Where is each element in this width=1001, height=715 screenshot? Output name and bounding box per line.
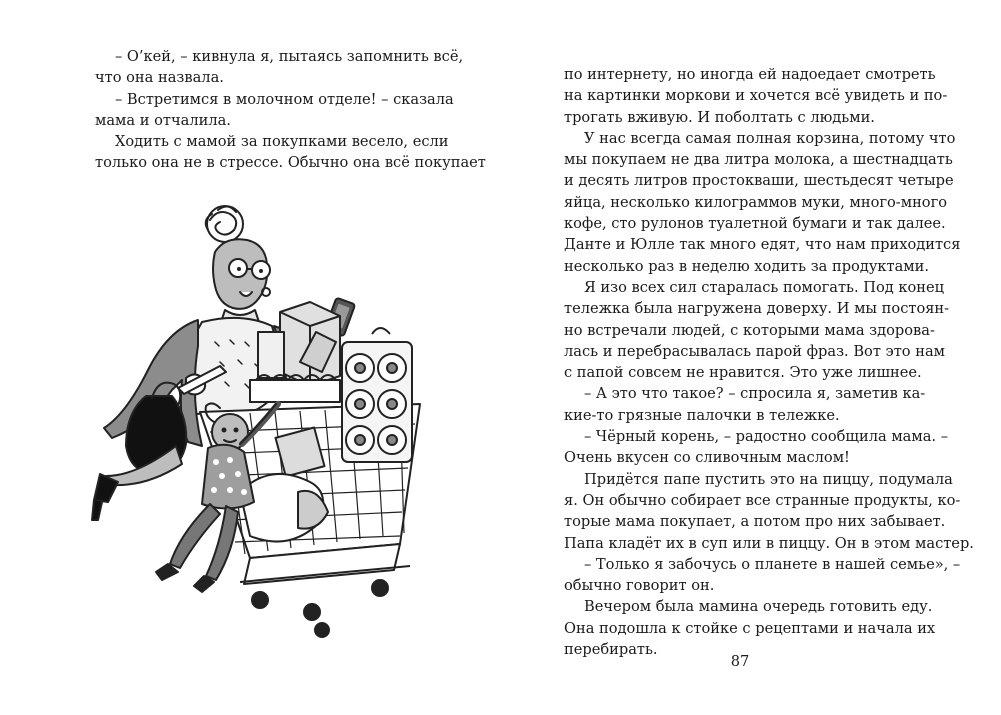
text-line: Вечером была мамина очередь готовить еду. [584, 598, 933, 616]
text-line: Данте и Юлле так много едят, что нам приходится [564, 236, 961, 254]
text-line: кие-то грязные палочки в тележке. [564, 406, 840, 424]
text-line: – О’кей, – кивнула я, пытаясь запомнить всё, [115, 48, 464, 65]
page-number: 87 [730, 653, 750, 670]
text-line: с папой совсем не нравится. Это уже лишнее. [564, 364, 922, 382]
text-line: но встречали людей, с которыми мама здорова- [564, 321, 935, 339]
text-line: – А это что такое? – спросила я, заметив ка- [584, 385, 926, 403]
text-line: и десять литров простокваши, шестьдесят четыре [564, 172, 954, 190]
text-line: торые мама покупает, а потом про них забывает. [564, 513, 946, 531]
text-line: по интернету, но иногда ей надоедает смотреть [564, 66, 936, 83]
right-page-text [564, 64, 974, 660]
milk-cartons [258, 302, 340, 386]
left-page-text [95, 46, 486, 174]
text-line: Очень вкусен со сливочным маслом! [564, 449, 850, 467]
text-line: кофе, сто рулонов туалетной бумаги и так далее. [564, 215, 946, 233]
text-line: яйца, несколько килограммов муки, много-много [564, 193, 948, 211]
text-line: Я изо всех сил старалась помогать. Под конец [584, 278, 945, 296]
text-line: я. Он обычно собирает все странные продукты, ко- [564, 491, 961, 509]
cart-wheel [252, 592, 268, 608]
text-line: перебирать. [564, 641, 658, 659]
text-line: лась и перебрасывалась парой фраз. Вот это нам [564, 342, 945, 360]
text-line: – Встретимся в молочном отделе! – сказала [115, 90, 454, 108]
text-line: У нас всегда самая полная корзина, потому что [584, 129, 956, 147]
toilet-paper-rolls [342, 328, 412, 462]
hair-bun [206, 206, 243, 242]
text-line: обычно говорит он. [564, 577, 715, 595]
text-line: Она подошла к стойке с рецептами и начала их [564, 619, 936, 637]
text-line: несколько раз в неделю ходить за продуктами. [564, 257, 930, 275]
text-line: мы покупаем не два литра молока, а шестнадцать [564, 151, 953, 169]
text-line: Папа кладёт их в суп или в пиццу. Он в этом мастер. [564, 534, 974, 552]
text-line: Ходить с мамой за покупками весело, если [115, 133, 449, 151]
text-line: трогать вживую. И поболтать с людьми. [564, 108, 875, 126]
text-line: мама и отчалила. [95, 111, 231, 129]
shopping-cart-illustration [90, 192, 440, 642]
text-line: что она назвала. [95, 69, 224, 87]
text-line: – Чёрный корень, – радостно сообщила мама. – [584, 428, 949, 446]
text-line: Придётся папе пустить это на пиццу, подумала [584, 470, 953, 488]
text-line: тележка была нагружена доверху. И мы постоян- [564, 300, 950, 318]
text-line: только она не в стрессе. Обычно она всё покупает [95, 154, 486, 172]
text-line: на картинки моркови и хочется всё увидеть и по- [564, 87, 948, 105]
text-line: – Только я забочусь о планете в нашей семье», – [584, 555, 961, 573]
